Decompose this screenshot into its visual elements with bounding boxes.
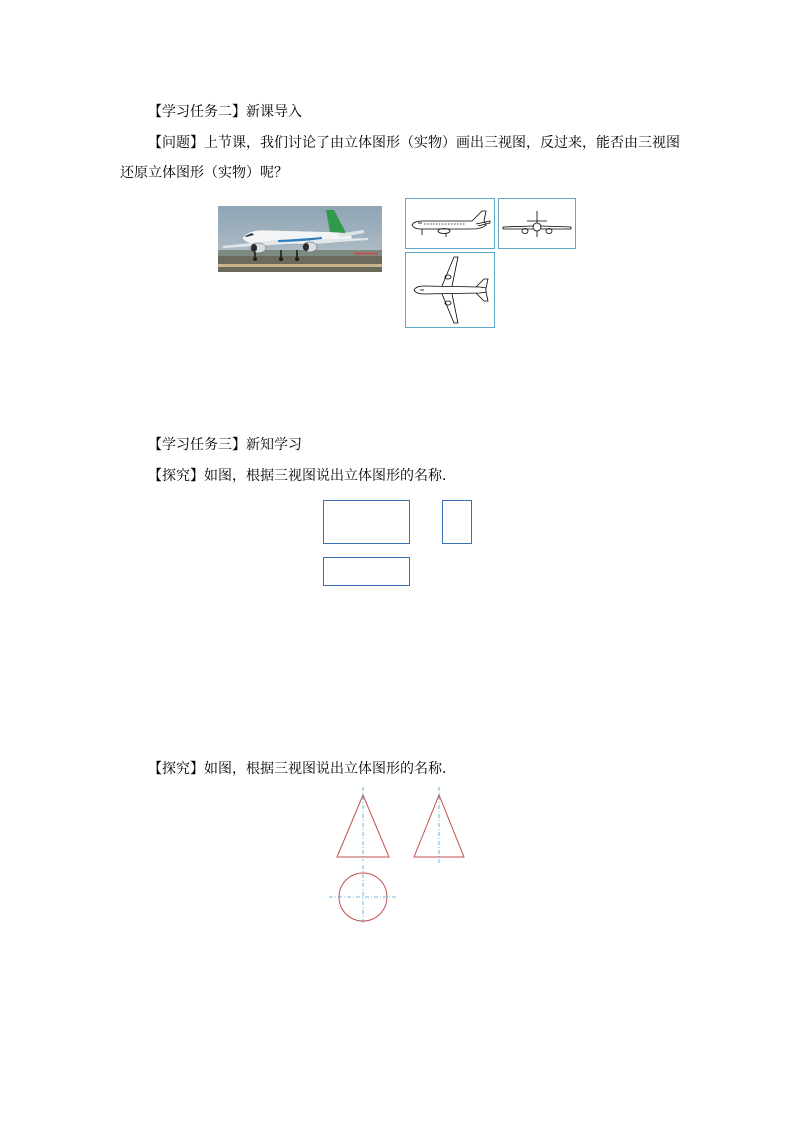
airplane-front-view-icon: [499, 199, 575, 248]
airplane-top-view-icon: [406, 253, 494, 327]
cone-three-views: [325, 785, 475, 927]
explore-text-2: 【探究】如图，根据三视图说出立体图形的名称．: [148, 761, 456, 777]
cone-front-view: [337, 787, 389, 861]
prism-side-view: [442, 500, 472, 544]
cone-top-view: [329, 865, 397, 925]
airplane-side-view: [405, 198, 495, 249]
question-text-line1: 【问题】上节课，我们讨论了由立体图形（实物）画出三视图，反过来，能否由三视图: [148, 135, 680, 151]
airplane-photo: [218, 206, 382, 272]
prism-top-view: [323, 557, 410, 586]
airplane-top-view: [405, 252, 495, 328]
explore-text-1: 【探究】如图，根据三视图说出立体图形的名称．: [148, 468, 456, 484]
airplane-side-view-icon: [406, 199, 494, 248]
question-text-line2: 还原立体图形（实物）呢？: [120, 165, 288, 181]
cone-side-view: [414, 787, 464, 865]
section-heading-task3: 【学习任务三】新知学习: [148, 437, 302, 453]
airplane-front-view: [498, 198, 576, 249]
section-heading-task2: 【学习任务二】新课导入: [148, 104, 302, 120]
prism-front-view: [323, 500, 410, 544]
